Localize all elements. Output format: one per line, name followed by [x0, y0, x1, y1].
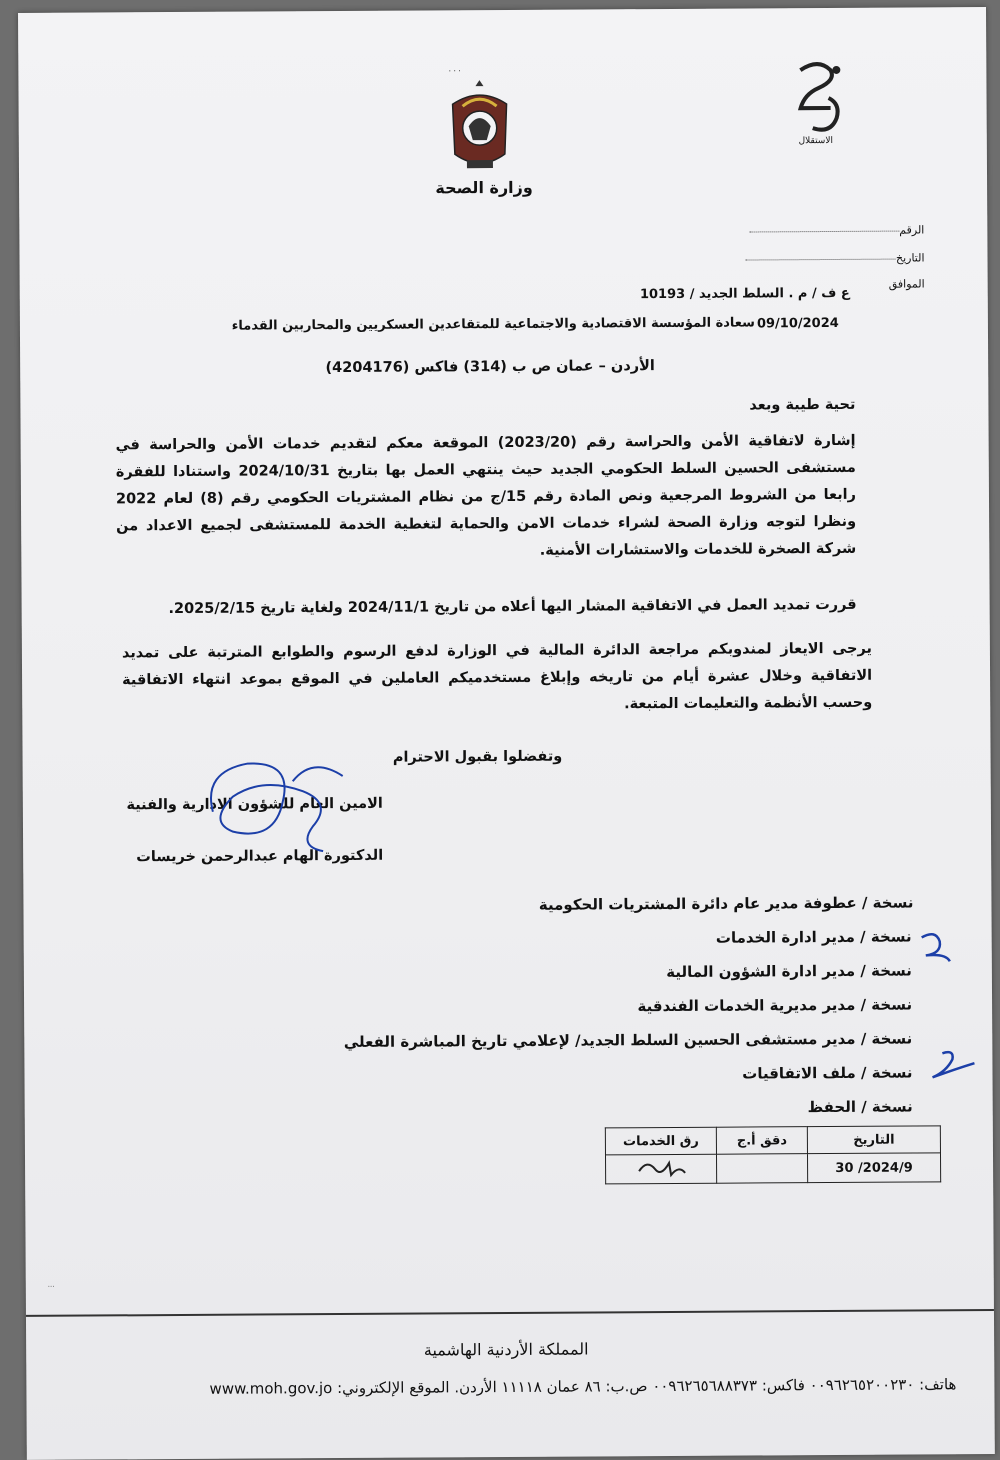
recipient: سعادة المؤسسة الاقتصادية والاجتماعية للمتقاعدين العسكريين والمحاربين القدماء — [231, 315, 755, 334]
independence-25-logo — [778, 58, 859, 148]
greeting: تحية طيبة وبعد — [749, 396, 856, 414]
table-header: رق الخدمات — [605, 1127, 716, 1155]
table-cell: 2024/9/ 30 — [807, 1153, 940, 1183]
copy-line: نسخة / مدير ادارة الشؤون المالية — [666, 961, 912, 982]
copy-line: نسخة / عطوفة مدير عام دائرة المشتريات الحكومية — [538, 893, 914, 914]
ref-label: الرقم — [899, 223, 925, 237]
ministry-name: وزارة الصحة — [435, 177, 533, 198]
coat-of-arms-emblem — [444, 76, 515, 176]
circulation-table — [605, 1125, 941, 1184]
signatory-title: الامين العام للشؤون الادارية والفنية — [126, 795, 383, 814]
letter-page — [18, 7, 995, 1460]
recipient-address: الأردن – عمان ص ب (314) فاكس (4204176) — [325, 358, 655, 377]
paragraph-1: إشارة لاتفاقية الأمن والحراسة رقم (2023/20) الموقعة معكم لتقديم خدمات الأمن والحراسة في مستشفى الحسين السلط الحكومي الجديد حيث ينتهي العمل بها بتاريخ 2024/10/31 واستنادا للفقرة رابعا من الشروط المرجعية ونص المادة رقم 15/ج من نظام المشتريات الحكومي رقم (8) لعام 2022 ونظرا لتوجه وزارة الصحة لشراء خدمات الامن والحماية لتغطية الخدمة للمستشفى لجميع الاعداد من شركة الصخرة للخدمات والاستشارات الأمنية. — [115, 432, 857, 559]
copy-line: نسخة / مدير مديرية الخدمات الفندقية — [637, 995, 913, 1016]
ref-number-field — [709, 223, 924, 237]
table-header: التاريخ — [807, 1126, 940, 1154]
small-note: ... — [47, 1280, 55, 1289]
corresponding-label: الموافق — [888, 277, 925, 291]
footer-country: المملكة الأردنية الهاشمية — [423, 1339, 589, 1360]
pen-mark — [924, 1045, 979, 1085]
copy-line: نسخة / مدير مستشفى الحسين السلط الجديد/ لإعلامي تاريخ المباشرة الفعلي — [343, 1029, 913, 1051]
footer-contact: هاتف: ٠٠٩٦٢٦٥٢٠٠٢٣٠ فاكس: ٠٠٩٦٢٦٥٦٨٨٣٧٣ ص.ب: ٨٦ عمان ١١١١٨ الأردن. الموقع الإلكتروني: www.moh.gov.jo — [209, 1375, 957, 1398]
copy-line: نسخة / ملف الاتفاقيات — [742, 1063, 913, 1083]
date-label: التاريخ — [895, 251, 925, 265]
copies-list — [283, 885, 924, 1127]
signature-scribble — [193, 751, 384, 862]
table-cell — [605, 1154, 716, 1184]
paragraph-2: قررت تمديد العمل في الاتفاقية المشار اليها أعلاه من تاريخ 2024/11/1 ولغاية تاريخ 2025/2/15. — [168, 596, 857, 618]
logo-caption: الاستقلال — [798, 135, 834, 147]
initials-scribble — [631, 1155, 691, 1179]
pen-mark — [916, 927, 956, 967]
letter-date: 09/10/2024 — [756, 315, 839, 332]
copy-line: نسخة / مدير ادارة الخدمات — [715, 927, 912, 947]
table-cell — [716, 1154, 807, 1184]
footer-divider — [26, 1309, 994, 1317]
table-header: دقق أ.ج — [716, 1127, 807, 1155]
signatory-name: الدكتورة الهام عبدالرحمن خريسات — [136, 847, 384, 866]
closing: وتفضلوا بقبول الاحترام — [392, 748, 563, 766]
top-mark: ... — [448, 64, 463, 75]
reference-number: ع ف / م . السلط الجديد / 10193 — [639, 285, 850, 303]
paragraph-3: يرجى الايعاز لمندوبكم مراجعة الدائرة المالية في الوزارة لدفع الرسوم والطوابع المترتبة على تمديد الاتفاقية وخلال عشرة أيام من تاريخه وإبلاغ مستخدميكم العاملين في الموقع بموعد انتهاء الاتفاقية وحسب الأنظمة والتعليمات المتبعة. — [121, 640, 873, 713]
copy-line: نسخة / الحفظ — [807, 1097, 913, 1117]
ref-date-field — [709, 251, 924, 265]
